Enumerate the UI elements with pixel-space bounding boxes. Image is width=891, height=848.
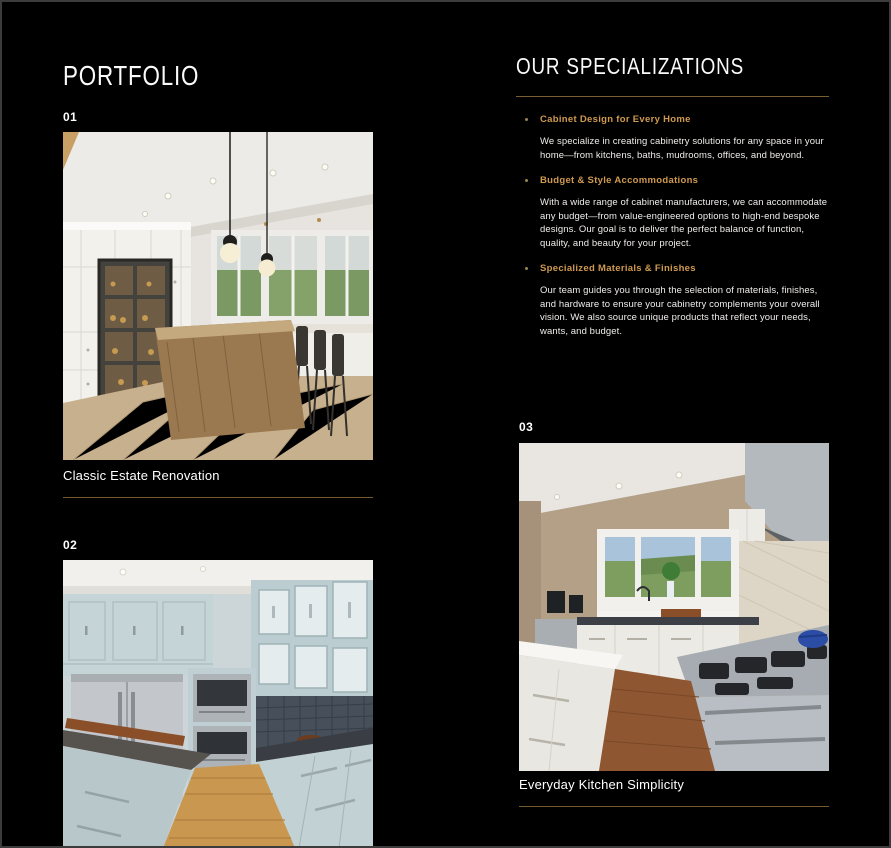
specialization-item <box>516 175 832 250</box>
bullet-icon <box>525 267 528 270</box>
specialization-heading: Budget & Style Accommodations <box>540 175 699 186</box>
specializations-title: OUR SPECIALIZATIONS <box>516 53 744 79</box>
kitchen-photo-1-illustration <box>63 132 373 460</box>
divider-left <box>63 497 373 498</box>
specialization-body: Our team guides you through the selection of materials, finishes, and hardware to ensure your cabinetry complements your overall vision. We also source unique products that reflect your needs, wants, and budget. <box>540 285 820 337</box>
specialization-body: With a wide range of cabinet manufacturers, we can accommodate any budget—from value-engineered options to high-end bespoke designs. Our goal is to deliver the perfect balance of function, quality, and beauty for your project. <box>540 197 828 249</box>
specialization-body: We specialize in creating cabinetry solutions for any space in your home—from kitchens, baths, mudrooms, offices, and beyond. <box>540 136 824 161</box>
kitchen-photo-3-illustration <box>519 443 829 771</box>
portfolio-item-number-3: 03 <box>519 420 534 434</box>
divider-bottom-right <box>519 806 829 807</box>
portfolio-photo-1 <box>63 132 373 460</box>
portfolio-caption-3: Everyday Kitchen Simplicity <box>519 777 685 792</box>
specializations-list <box>516 114 832 338</box>
bullet-icon <box>525 179 528 182</box>
kitchen-photo-2-illustration <box>63 560 373 848</box>
divider-specializations <box>516 96 829 97</box>
specialization-heading: Cabinet Design for Every Home <box>540 114 691 125</box>
specialization-item <box>516 263 832 338</box>
specialization-heading: Specialized Materials & Finishes <box>540 263 696 274</box>
portfolio-caption-1: Classic Estate Renovation <box>63 468 220 483</box>
bullet-icon <box>525 118 528 121</box>
page-title: PORTFOLIO <box>63 60 200 91</box>
portfolio-photo-3 <box>519 443 829 771</box>
portfolio-item-number-1: 01 <box>63 110 78 124</box>
portfolio-item-number-2: 02 <box>63 538 78 552</box>
specialization-item <box>516 114 832 162</box>
portfolio-photo-2 <box>63 560 373 848</box>
